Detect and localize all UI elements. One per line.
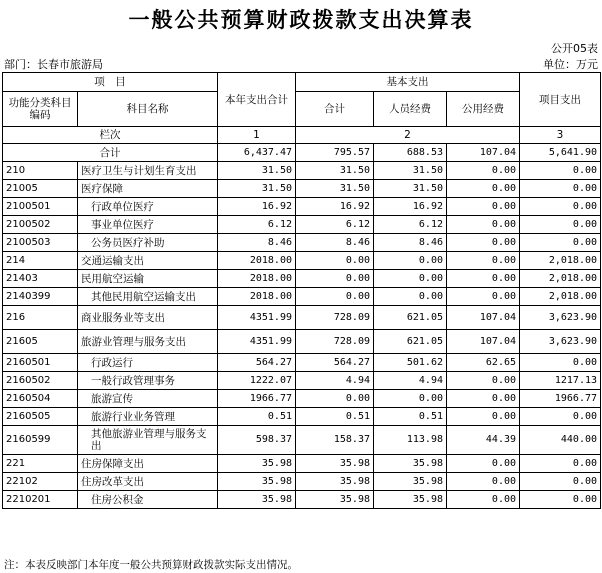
table-row — [3, 288, 601, 306]
row-project: 1966.77 — [520, 390, 601, 408]
row-total: 2018.00 — [218, 252, 296, 270]
row-name: 商业服务业等支出 — [78, 306, 218, 330]
row-subtotal: 31.50 — [296, 162, 374, 180]
row-subtotal: 8.46 — [296, 234, 374, 252]
seq-label: 栏次 — [3, 127, 218, 144]
table-row — [3, 473, 601, 491]
sum-public: 107.04 — [447, 144, 520, 162]
row-code: 21005 — [3, 180, 78, 198]
row-public: 107.04 — [447, 330, 520, 354]
row-name: 交通运输支出 — [78, 252, 218, 270]
table-row — [3, 252, 601, 270]
sum-label: 合计 — [3, 144, 218, 162]
sum-total: 6,437.47 — [218, 144, 296, 162]
row-project: 2,018.00 — [520, 252, 601, 270]
row-subtotal: 0.00 — [296, 270, 374, 288]
header-subtotal: 合计 — [296, 92, 374, 127]
row-project: 440.00 — [520, 426, 601, 455]
row-public: 0.00 — [447, 162, 520, 180]
row-public: 0.00 — [447, 288, 520, 306]
row-total: 35.98 — [218, 473, 296, 491]
row-name: 民用航空运输 — [78, 270, 218, 288]
row-project: 0.00 — [520, 354, 601, 372]
row-project: 0.00 — [520, 455, 601, 473]
row-code: 2160505 — [3, 408, 78, 426]
row-public: 0.00 — [447, 180, 520, 198]
row-name: 其他旅游业管理与服务支出 — [78, 426, 218, 455]
header-code: 功能分类科目编码 — [3, 92, 78, 127]
table-row — [3, 372, 601, 390]
row-public: 44.39 — [447, 426, 520, 455]
row-total: 1222.07 — [218, 372, 296, 390]
seq-3: 3 — [520, 127, 601, 144]
row-project: 0.00 — [520, 180, 601, 198]
row-total: 35.98 — [218, 491, 296, 509]
row-personnel: 31.50 — [374, 162, 447, 180]
row-personnel: 6.12 — [374, 216, 447, 234]
row-code: 221 — [3, 455, 78, 473]
row-public: 0.00 — [447, 491, 520, 509]
row-name: 一般行政管理事务 — [78, 372, 218, 390]
row-project: 3,623.90 — [520, 306, 601, 330]
row-total: 564.27 — [218, 354, 296, 372]
row-total: 2018.00 — [218, 270, 296, 288]
row-personnel: 0.00 — [374, 390, 447, 408]
row-personnel: 4.94 — [374, 372, 447, 390]
row-subtotal: 0.00 — [296, 252, 374, 270]
row-code: 2100503 — [3, 234, 78, 252]
row-subtotal: 158.37 — [296, 426, 374, 455]
table-row — [3, 390, 601, 408]
row-total: 35.98 — [218, 455, 296, 473]
row-subtotal: 35.98 — [296, 473, 374, 491]
row-total: 4351.99 — [218, 330, 296, 354]
sum-subtotal: 795.57 — [296, 144, 374, 162]
row-personnel: 501.62 — [374, 354, 447, 372]
row-name: 事业单位医疗 — [78, 216, 218, 234]
row-project: 0.00 — [520, 491, 601, 509]
table-row — [3, 455, 601, 473]
row-name: 旅游行业业务管理 — [78, 408, 218, 426]
row-subtotal: 16.92 — [296, 198, 374, 216]
row-subtotal: 728.09 — [296, 330, 374, 354]
row-code: 2160501 — [3, 354, 78, 372]
footnote: 注：本表反映部门本年度一般公共预算财政拨款实际支出情况。 — [4, 559, 298, 571]
row-total: 0.51 — [218, 408, 296, 426]
row-project: 0.00 — [520, 216, 601, 234]
sum-project: 5,641.90 — [520, 144, 601, 162]
row-project: 2,018.00 — [520, 270, 601, 288]
row-name: 行政单位医疗 — [78, 198, 218, 216]
row-personnel: 35.98 — [374, 455, 447, 473]
row-code: 2160504 — [3, 390, 78, 408]
row-personnel: 35.98 — [374, 473, 447, 491]
table-row — [3, 234, 601, 252]
row-code: 22102 — [3, 473, 78, 491]
row-total: 598.37 — [218, 426, 296, 455]
row-name: 住房保障支出 — [78, 455, 218, 473]
row-subtotal: 0.00 — [296, 390, 374, 408]
row-subtotal: 6.12 — [296, 216, 374, 234]
row-total: 2018.00 — [218, 288, 296, 306]
row-project: 3,623.90 — [520, 330, 601, 354]
row-personnel: 0.00 — [374, 252, 447, 270]
row-public: 0.00 — [447, 372, 520, 390]
unit-label: 单位：万元 — [543, 58, 598, 71]
row-name: 公务员医疗补助 — [78, 234, 218, 252]
row-total: 16.92 — [218, 198, 296, 216]
row-subtotal: 0.51 — [296, 408, 374, 426]
row-project: 0.00 — [520, 408, 601, 426]
row-project: 0.00 — [520, 162, 601, 180]
row-public: 0.00 — [447, 390, 520, 408]
table-row — [3, 354, 601, 372]
row-public: 0.00 — [447, 216, 520, 234]
header-item: 项 目 — [3, 73, 218, 92]
row-subtotal: 4.94 — [296, 372, 374, 390]
table-row — [3, 491, 601, 509]
row-name: 旅游业管理与服务支出 — [78, 330, 218, 354]
row-code: 216 — [3, 306, 78, 330]
row-code: 2100501 — [3, 198, 78, 216]
row-public: 0.00 — [447, 198, 520, 216]
table-row — [3, 330, 601, 354]
row-subtotal: 564.27 — [296, 354, 374, 372]
row-personnel: 35.98 — [374, 491, 447, 509]
row-public: 0.00 — [447, 408, 520, 426]
row-subtotal: 35.98 — [296, 491, 374, 509]
row-name: 行政运行 — [78, 354, 218, 372]
row-personnel: 16.92 — [374, 198, 447, 216]
row-code: 21605 — [3, 330, 78, 354]
row-personnel: 31.50 — [374, 180, 447, 198]
sum-row — [3, 144, 601, 162]
row-project: 1217.13 — [520, 372, 601, 390]
header-personnel: 人员经费 — [374, 92, 447, 127]
form-number: 公开05表 — [551, 42, 598, 55]
row-public: 0.00 — [447, 455, 520, 473]
row-personnel: 0.00 — [374, 288, 447, 306]
department-label: 部门：长春市旅游局 — [4, 58, 103, 71]
row-personnel: 621.05 — [374, 330, 447, 354]
row-code: 2160502 — [3, 372, 78, 390]
header-basic: 基本支出 — [296, 73, 520, 92]
row-name: 住房改革支出 — [78, 473, 218, 491]
table-row — [3, 162, 601, 180]
row-public: 0.00 — [447, 252, 520, 270]
header-project: 项目支出 — [520, 73, 601, 127]
row-project: 0.00 — [520, 473, 601, 491]
row-total: 31.50 — [218, 162, 296, 180]
report-title: 一般公共预算财政拨款支出决算表 — [128, 7, 474, 32]
header-public: 公用经费 — [447, 92, 520, 127]
row-code: 2100502 — [3, 216, 78, 234]
row-total: 4351.99 — [218, 306, 296, 330]
row-total: 1966.77 — [218, 390, 296, 408]
table-row — [3, 426, 601, 455]
table-row — [3, 198, 601, 216]
row-public: 0.00 — [447, 234, 520, 252]
row-subtotal: 35.98 — [296, 455, 374, 473]
row-name: 旅游宣传 — [78, 390, 218, 408]
row-subtotal: 31.50 — [296, 180, 374, 198]
row-project: 2,018.00 — [520, 288, 601, 306]
row-project: 0.00 — [520, 234, 601, 252]
seq-2: 2 — [296, 127, 520, 144]
sum-personnel: 688.53 — [374, 144, 447, 162]
row-code: 210 — [3, 162, 78, 180]
row-total: 8.46 — [218, 234, 296, 252]
row-public: 62.65 — [447, 354, 520, 372]
row-total: 6.12 — [218, 216, 296, 234]
row-code: 2210201 — [3, 491, 78, 509]
row-code: 21403 — [3, 270, 78, 288]
table-row — [3, 408, 601, 426]
row-name: 医疗保障 — [78, 180, 218, 198]
row-project: 0.00 — [520, 198, 601, 216]
row-personnel: 113.98 — [374, 426, 447, 455]
table-row — [3, 216, 601, 234]
expenditure-table — [2, 72, 601, 509]
seq-1: 1 — [218, 127, 296, 144]
row-personnel: 8.46 — [374, 234, 447, 252]
row-public: 0.00 — [447, 270, 520, 288]
row-personnel: 621.05 — [374, 306, 447, 330]
row-personnel: 0.51 — [374, 408, 447, 426]
row-name: 住房公积金 — [78, 491, 218, 509]
row-code: 214 — [3, 252, 78, 270]
row-code: 2160599 — [3, 426, 78, 455]
row-subtotal: 0.00 — [296, 288, 374, 306]
row-name: 医疗卫生与计划生育支出 — [78, 162, 218, 180]
header-name: 科目名称 — [78, 92, 218, 127]
row-personnel: 0.00 — [374, 270, 447, 288]
row-subtotal: 728.09 — [296, 306, 374, 330]
table-row — [3, 270, 601, 288]
table-row — [3, 180, 601, 198]
row-total: 31.50 — [218, 180, 296, 198]
row-name: 其他民用航空运输支出 — [78, 288, 218, 306]
row-public: 107.04 — [447, 306, 520, 330]
table-row — [3, 306, 601, 330]
header-total: 本年支出合计 — [218, 73, 296, 127]
row-public: 0.00 — [447, 473, 520, 491]
row-code: 2140399 — [3, 288, 78, 306]
